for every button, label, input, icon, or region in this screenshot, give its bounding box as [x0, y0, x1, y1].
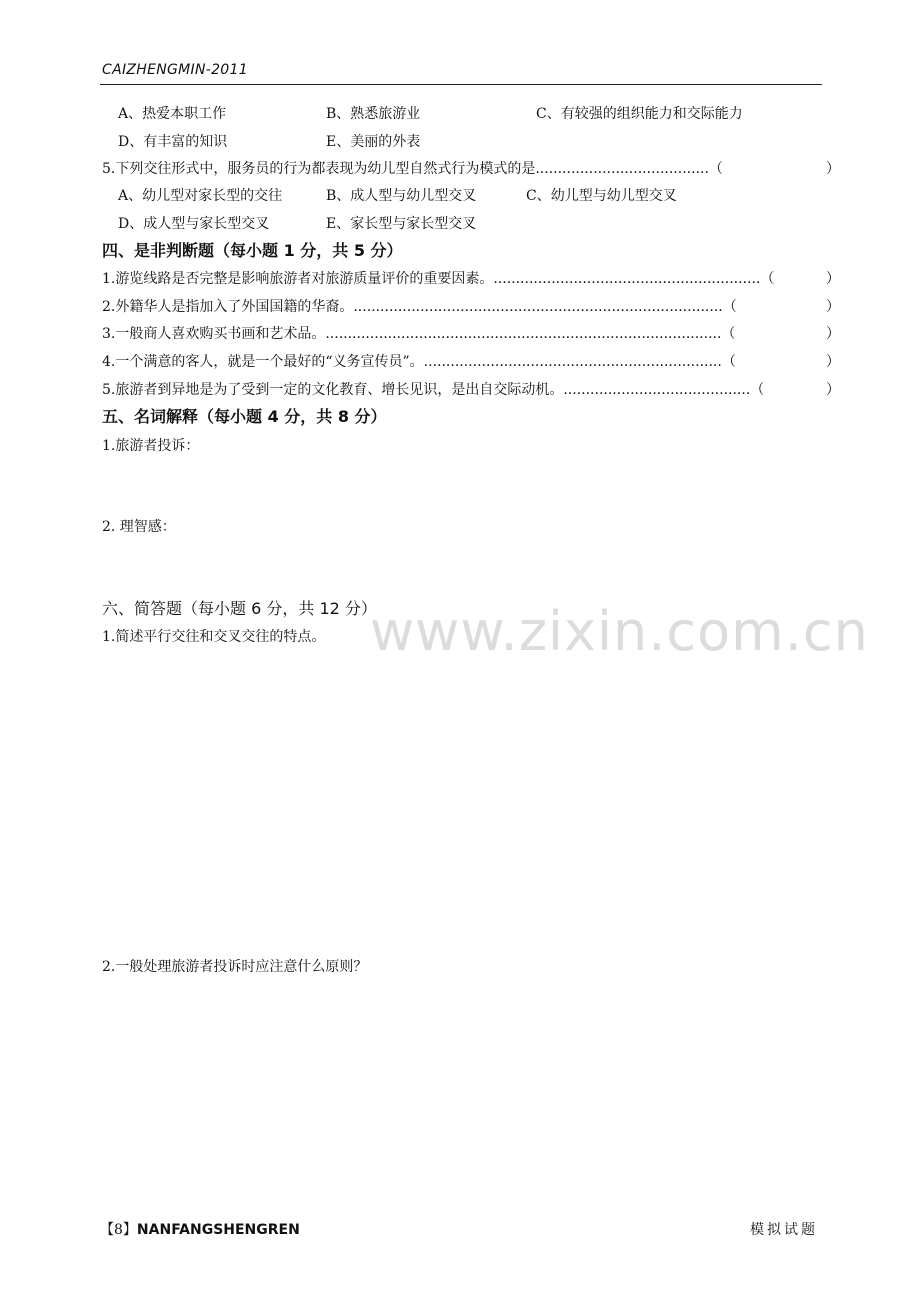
page-footer-left	[100, 1219, 300, 1239]
q4-option-a: A、热爱本职工作	[118, 106, 227, 122]
page-number: 【8】	[100, 1222, 137, 1238]
q4-option-d: D、有丰富的知识	[118, 134, 228, 150]
page-footer-right: 模拟试题	[750, 1222, 818, 1238]
section4-title: 四、是非判断题（每小题 1 分，共 5 分）	[102, 241, 403, 260]
tf-item-2-close: ）	[826, 299, 840, 315]
tf-item-3-close: ）	[826, 326, 840, 342]
tf-item-1: 1.游览线路是否完整是影响旅游者对旅游质量评价的重要因素。............................................................（	[102, 271, 775, 287]
term-2: 2. 理智感：	[102, 519, 176, 535]
section5-title: 五、名词解释（每小题 4 分，共 8 分）	[102, 407, 387, 426]
footer-brand: NANFANGSHENGREN	[136, 1222, 300, 1238]
tf-item-3: 3.一般商人喜欢购买书画和艺术品。.........................................................................................（	[102, 326, 736, 342]
page-header	[100, 62, 822, 85]
q5-option-d: D、成人型与家长型交叉	[118, 216, 270, 232]
tf-item-4: 4.一个满意的客人，就是一个最好的“义务宣传员”。...................................................................（	[102, 354, 736, 370]
short-answer-1: 1.简述平行交往和交叉交往的特点。	[102, 629, 326, 645]
tf-item-5-close: ）	[826, 382, 840, 398]
short-answer-2: 2.一般处理旅游者投诉时应注意什么原则？	[102, 959, 368, 975]
q4-option-b: B、熟悉旅游业	[326, 106, 421, 122]
q5-close-paren: ）	[826, 161, 840, 177]
q5-text: 5.下列交往形式中，服务员的行为都表现为幼儿型自然式行为模式的是.......................................（	[102, 161, 723, 177]
q4-option-e: E、美丽的外表	[326, 134, 421, 150]
tf-item-2: 2.外籍华人是指加入了外国国籍的华裔。...................................................................................（	[102, 299, 737, 315]
q5-option-c: C、幼儿型与幼儿型交叉	[526, 188, 677, 204]
q5-option-a: A、幼儿型对家长型的交往	[118, 188, 283, 204]
q5-option-b: B、成人型与幼儿型交叉	[326, 188, 477, 204]
term-1: 1.旅游者投诉：	[102, 438, 200, 454]
watermark: www.zixin.com.cn	[370, 600, 869, 663]
tf-item-4-close: ）	[826, 354, 840, 370]
section6-title: 六、简答题（每小题 6 分，共 12 分）	[102, 599, 377, 618]
tf-item-1-close: ）	[826, 271, 840, 287]
header-text: CAIZHENGMIN-2011	[102, 62, 248, 78]
tf-item-5: 5.旅游者到异地是为了受到一定的文化教育、增长见识，是出自交际动机。..........................................（	[102, 382, 765, 398]
q5-option-e: E、家长型与家长型交叉	[326, 216, 477, 232]
q4-option-c: C、有较强的组织能力和交际能力	[536, 106, 743, 122]
